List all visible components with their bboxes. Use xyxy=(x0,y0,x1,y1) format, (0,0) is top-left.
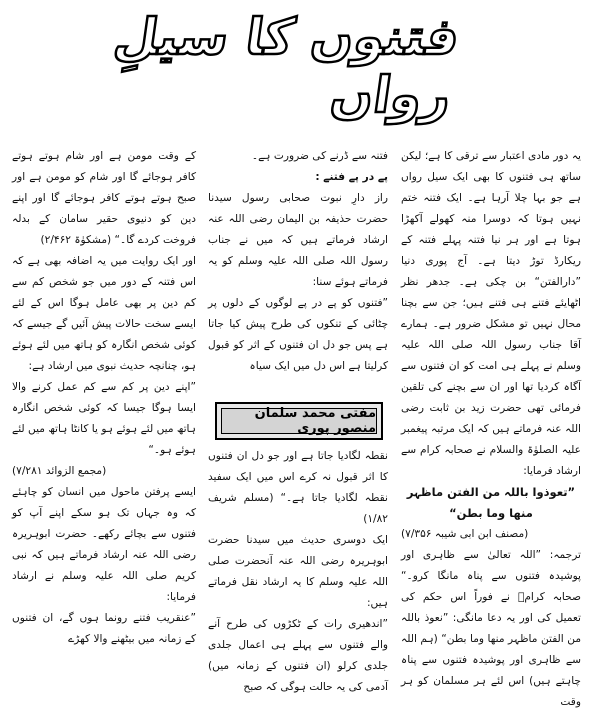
headline-title: فتنوں کا سیلِ رواں xyxy=(110,7,464,124)
paragraph: ”اپنے دین پر کم سے کم عمل کرنے والا ایسا ہوگا جیسا کہ کوئی شخص انگارہ ہاتھ میں لئے ہوئے ہو یا کانٹا ہاتھ میں لئے ہوئے ہو۔“ xyxy=(12,381,196,456)
paragraph: کے وقت مومن ہے اور شام ہوتے ہوتے کافر ہوجائے گا اور شام کو مومن ہے اور صبح ہوتے ہوتے کافر ہوجائے گا اور اپنے دین کو دنیوی حقیر سامان کے بدلہ فروخت کردے گا۔“ (مشکوٰۃ ۲/۴۶۲) xyxy=(12,150,196,246)
paragraph: یہ دور مادی اعتبار سے ترقی کا ہے؛ لیکن ساتھ ہی فتنوں کا بھی ایک سیل رواں ہے جو بہا چلا آرہا ہے۔ ایک فتنہ ختم نہیں ہوتا کہ دوسرا منہ کھولے آکھڑا ہوتا ہے اور ہر نیا فتنہ پہلے فتنہ کے ریکارڈ توڑ دیتا ہے۔ آج پوری دنیا ”دارالفتن“ بن چکی ہے۔ جدھر نظر اٹھایئے فتنے ہی فتنے ہیں؛ جن سے بچنا محال نہیں تو مشکل ضرور ہے۔ ہمارے آقا جناب رسول اللہ صلی اللہ علیہ وسلم نے پہلے ہی امت کو ان فتنوں سے آگاہ کردیا تھا اور ان سے بچنے کی تلقین فرمائی تھی حضرت زید بن ثابت رضی اللہ عنہ فرماتے ہیں کہ ایک مرتبہ پیغمبر علیہ الصلوٰۃ والسلام نے صحابہ کرام سے ارشاد فرمایا: xyxy=(401,150,581,477)
paragraph: ”فتنوں کو پے در پے لوگوں کے دلوں پر چٹائی کے تنکوں کی طرح پیش کیا جاتا ہے پس جو دل ان فتنوں کے اثر کو قبول کرلیتا ہے اس دل میں ایک سیاہ xyxy=(208,297,388,372)
paragraph: نقطہ لگادیا جاتا ہے اور جو دل ان فتنوں کا اثر قبول نہ کرے اس میں ایک سفید نقطہ لگادیا جاتا ہے۔“ (مسلم شریف ۱/۸۲) xyxy=(208,450,388,525)
column-left xyxy=(12,146,196,650)
paragraph: ”عنقریب فتنے رونما ہوں گے، ان فتنوں کے زمانہ میں بیٹھنے والا کھڑے xyxy=(12,612,196,645)
arabic-quote: ”تعوذوا باللہ من الفتن ماظہر منھا وما بطن“ xyxy=(406,485,576,520)
paragraph: ترجمہ: ”اللہ تعالیٰ سے ظاہری اور پوشیدہ فتنوں سے پناہ مانگا کرو۔“ صحابہ کرامؓ نے فوراً اس حکم کی تعمیل کی اور یہ دعا مانگی: ”نعوذ باللہ من الفتن ماظہر منھا وما بطن“ (ہم اللہ سے ظاہری اور پوشیدہ فتنوں سے پناہ چاہتے ہیں) اس لئے ہر مسلمان کو ہر وقت xyxy=(401,549,581,708)
author-name: مفتی محمد سلمان منصور پوری xyxy=(254,406,376,436)
byline-inner xyxy=(221,408,377,434)
section-heading: پے در پے فتنے : xyxy=(315,171,388,183)
paragraph: راز دارِ نبوت صحابی رسول سیدنا حضرت حذیفہ بن الیمان رضی اللہ عنہ ارشاد فرماتے ہیں کہ میں نے جناب رسول اللہ صلی اللہ علیہ وسلم کو یہ فرماتے ہوئے سنا: xyxy=(208,192,388,288)
paragraph: فتنہ سے ڈرنے کی ضرورت ہے۔ xyxy=(251,150,388,162)
headline xyxy=(95,7,464,124)
paragraph: ”اندھیری رات کے ٹکڑوں کی طرح آنے والے فتنوں سے پہلے ہی اعمال جلدی جلدی کرلو (ان فتنوں کے زمانہ میں) آدمی کی یہ حالت ہوگی کہ صبح xyxy=(208,618,388,693)
paragraph: ایک دوسری حدیث میں سیدنا حضرت ابوہریرہ رضی اللہ عنہ آنحضرت صلی اللہ علیہ وسلم کا یہ ارشاد نقل فرماتے ہیں: xyxy=(208,534,388,609)
reference: (مصنف ابن ابی شیبہ ۷/۳۵۶) xyxy=(401,528,529,540)
byline-box xyxy=(215,402,383,440)
column-middle-lower xyxy=(208,446,388,698)
column-right xyxy=(401,146,581,713)
column-middle xyxy=(208,146,388,377)
paragraph: اور ایک روایت میں یہ اضافہ بھی ہے کہ اس فتنہ کے دور میں جو شخص کم سے کم دین پر بھی عامل ہوگا اس کے لئے ایسے سخت حالات پیش آئیں گے جیسے کہ کوئی شخص انگارہ کو ہاتھ میں لئے ہوئے ہو، چنانچہ حدیث نبوی میں ارشاد ہے: xyxy=(12,255,196,372)
paragraph: ایسے پرفتن ماحول میں انسان کو چاہئے کہ وہ جہاں تک ہو سکے اپنے آپ کو فتنوں سے بچائے رکھے۔ حضرت ابوہریرہ رضی اللہ عنہ ارشاد فرماتے ہیں کہ نبی کریم صلی اللہ علیہ وسلم نے ارشاد فرمایا: xyxy=(12,486,196,603)
reference: (مجمع الزوائد ۷/۲۸۱) xyxy=(12,465,107,477)
